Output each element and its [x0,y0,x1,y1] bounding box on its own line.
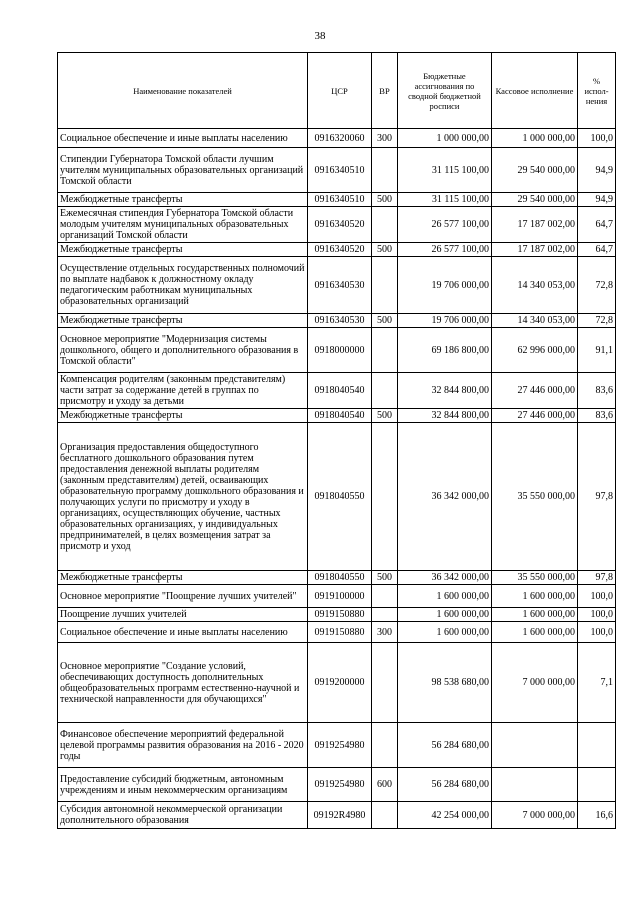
header-name: Наименование показателей [58,53,308,129]
header-budget: Бюджетные ассигнования по сводной бюджетной росписи [398,53,492,129]
cell-name: Осуществление отдельных государственных полномочий по выплате надбавок к должностному окладу педагогическим работникам муниципальных образовательных организаций [58,257,308,314]
cell-budget: 1 600 000,00 [398,622,492,643]
cell-name: Поощрение лучших учителей [58,608,308,622]
cell-pct: 100,0 [578,608,616,622]
cell-name: Основное мероприятие "Создание условий, обеспечивающих доступность дополнительных общеобразовательных программ естественно-научной и технической направленности для обучающихся" [58,643,308,723]
cell-cash: 14 340 053,00 [492,257,578,314]
cell-vr: 300 [372,129,398,148]
cell-pct [578,723,616,768]
cell-name: Межбюджетные трансферты [58,243,308,257]
cell-cash: 17 187 002,00 [492,243,578,257]
cell-pct: 97,8 [578,423,616,571]
cell-csr: 0918040550 [308,423,372,571]
cell-pct: 72,8 [578,314,616,328]
cell-budget: 36 342 000,00 [398,571,492,585]
cell-budget: 56 284 680,00 [398,768,492,802]
header-cash: Кассовое исполнение [492,53,578,129]
cell-csr: 0919150880 [308,608,372,622]
header-vr: ВР [372,53,398,129]
cell-csr: 0919254980 [308,768,372,802]
cell-vr: 500 [372,243,398,257]
cell-cash: 27 446 000,00 [492,409,578,423]
cell-budget: 56 284 680,00 [398,723,492,768]
table-row [58,257,616,314]
table-row [58,423,616,571]
cell-pct: 100,0 [578,129,616,148]
cell-cash: 1 600 000,00 [492,585,578,608]
table-row [58,768,616,802]
cell-cash: 29 540 000,00 [492,148,578,193]
cell-vr [372,423,398,571]
cell-vr [372,802,398,829]
cell-budget: 42 254 000,00 [398,802,492,829]
cell-csr: 0919100000 [308,585,372,608]
cell-csr: 0916340520 [308,243,372,257]
cell-budget: 31 115 100,00 [398,148,492,193]
cell-pct: 97,8 [578,571,616,585]
cell-vr [372,207,398,243]
table-row [58,622,616,643]
cell-pct [578,768,616,802]
cell-csr: 0916320060 [308,129,372,148]
cell-vr: 500 [372,571,398,585]
cell-cash: 35 550 000,00 [492,423,578,571]
cell-cash: 7 000 000,00 [492,802,578,829]
table-row [58,608,616,622]
cell-name: Межбюджетные трансферты [58,314,308,328]
header-pct: % испол-нения [578,53,616,129]
cell-pct: 94,9 [578,148,616,193]
cell-budget: 19 706 000,00 [398,314,492,328]
table-row [58,409,616,423]
cell-name: Стипендии Губернатора Томской области лучшим учителям муниципальных образовательных организаций Томской области [58,148,308,193]
cell-budget: 98 538 680,00 [398,643,492,723]
table-row [58,314,616,328]
cell-budget: 1 600 000,00 [398,585,492,608]
cell-csr: 0918000000 [308,328,372,373]
cell-name: Основное мероприятие "Модернизация системы дошкольного, общего и дополнительного образования в Томской области" [58,328,308,373]
cell-vr [372,148,398,193]
cell-name: Основное мероприятие "Поощрение лучших учителей" [58,585,308,608]
cell-cash: 17 187 002,00 [492,207,578,243]
cell-pct: 100,0 [578,585,616,608]
cell-pct: 83,6 [578,373,616,409]
cell-pct: 91,1 [578,328,616,373]
cell-csr: 0919200000 [308,643,372,723]
table-row [58,723,616,768]
cell-name: Социальное обеспечение и иные выплаты населению [58,129,308,148]
cell-vr [372,328,398,373]
cell-vr [372,643,398,723]
cell-budget: 1 600 000,00 [398,608,492,622]
cell-budget: 31 115 100,00 [398,193,492,207]
table-row [58,373,616,409]
table-row [58,328,616,373]
cell-name: Социальное обеспечение и иные выплаты населению [58,622,308,643]
cell-name: Организация предоставления общедоступного бесплатного дошкольного образования путем предоставления денежной выплаты родителям (законным представителям) детей, осваивающих образовательную программу дошкольного образования и получающих услуги по присмотру и уходу в организациях, осуществляющих обучение, частных образовательных организациях, у индивидуальных предпринимателей, в целях возмещения затрат за присмотр и уход [58,423,308,571]
table-row [58,802,616,829]
cell-cash [492,768,578,802]
cell-csr: 0918040550 [308,571,372,585]
cell-name: Ежемесячная стипендия Губернатора Томской области молодым учителям муниципальных образовательных организаций Томской области [58,207,308,243]
table-row [58,643,616,723]
cell-name: Межбюджетные трансферты [58,571,308,585]
cell-name: Межбюджетные трансферты [58,409,308,423]
cell-csr: 0918040540 [308,409,372,423]
cell-csr: 0916340530 [308,314,372,328]
cell-pct: 94,9 [578,193,616,207]
cell-csr: 0916340510 [308,148,372,193]
table-row [58,129,616,148]
table-row [58,243,616,257]
cell-budget: 19 706 000,00 [398,257,492,314]
cell-cash: 62 996 000,00 [492,328,578,373]
cell-cash: 35 550 000,00 [492,571,578,585]
cell-cash: 7 000 000,00 [492,643,578,723]
header-csr: ЦСР [308,53,372,129]
cell-cash [492,723,578,768]
cell-cash: 29 540 000,00 [492,193,578,207]
cell-name: Компенсация родителям (законным представителям) части затрат за содержание детей в группах по присмотру и уходу за детьми [58,373,308,409]
cell-csr: 0916340520 [308,207,372,243]
table-row [58,207,616,243]
cell-pct: 7,1 [578,643,616,723]
cell-csr: 0919254980 [308,723,372,768]
cell-vr: 500 [372,193,398,207]
cell-budget: 26 577 100,00 [398,243,492,257]
cell-cash: 14 340 053,00 [492,314,578,328]
cell-csr: 0916340530 [308,257,372,314]
cell-budget: 36 342 000,00 [398,423,492,571]
cell-vr: 300 [372,622,398,643]
cell-pct: 100,0 [578,622,616,643]
cell-vr: 500 [372,409,398,423]
cell-budget: 1 000 000,00 [398,129,492,148]
page-number: 38 [314,30,326,42]
cell-vr [372,373,398,409]
cell-csr: 0918040540 [308,373,372,409]
cell-vr [372,608,398,622]
budget-execution-table [57,52,616,829]
cell-cash: 1 600 000,00 [492,622,578,643]
cell-vr [372,585,398,608]
header-row [58,53,616,129]
cell-pct: 83,6 [578,409,616,423]
table-row [58,193,616,207]
cell-pct: 64,7 [578,243,616,257]
cell-budget: 26 577 100,00 [398,207,492,243]
cell-vr: 600 [372,768,398,802]
cell-vr [372,257,398,314]
cell-cash: 1 600 000,00 [492,608,578,622]
cell-csr: 0919150880 [308,622,372,643]
cell-budget: 69 186 800,00 [398,328,492,373]
cell-name: Субсидия автономной некоммерческой организации дополнительного образования [58,802,308,829]
cell-vr [372,723,398,768]
table-row [58,585,616,608]
table-row [58,148,616,193]
cell-name: Финансовое обеспечение мероприятий федеральной целевой программы развития образования на 2016 - 2020 годы [58,723,308,768]
cell-pct: 72,8 [578,257,616,314]
cell-budget: 32 844 800,00 [398,409,492,423]
cell-pct: 64,7 [578,207,616,243]
cell-csr: 09192R4980 [308,802,372,829]
table-row [58,571,616,585]
cell-pct: 16,6 [578,802,616,829]
cell-csr: 0916340510 [308,193,372,207]
cell-cash: 27 446 000,00 [492,373,578,409]
cell-name: Межбюджетные трансферты [58,193,308,207]
cell-vr: 500 [372,314,398,328]
cell-cash: 1 000 000,00 [492,129,578,148]
cell-budget: 32 844 800,00 [398,373,492,409]
cell-name: Предоставление субсидий бюджетным, автономным учреждениям и иным некоммерческим организациям [58,768,308,802]
